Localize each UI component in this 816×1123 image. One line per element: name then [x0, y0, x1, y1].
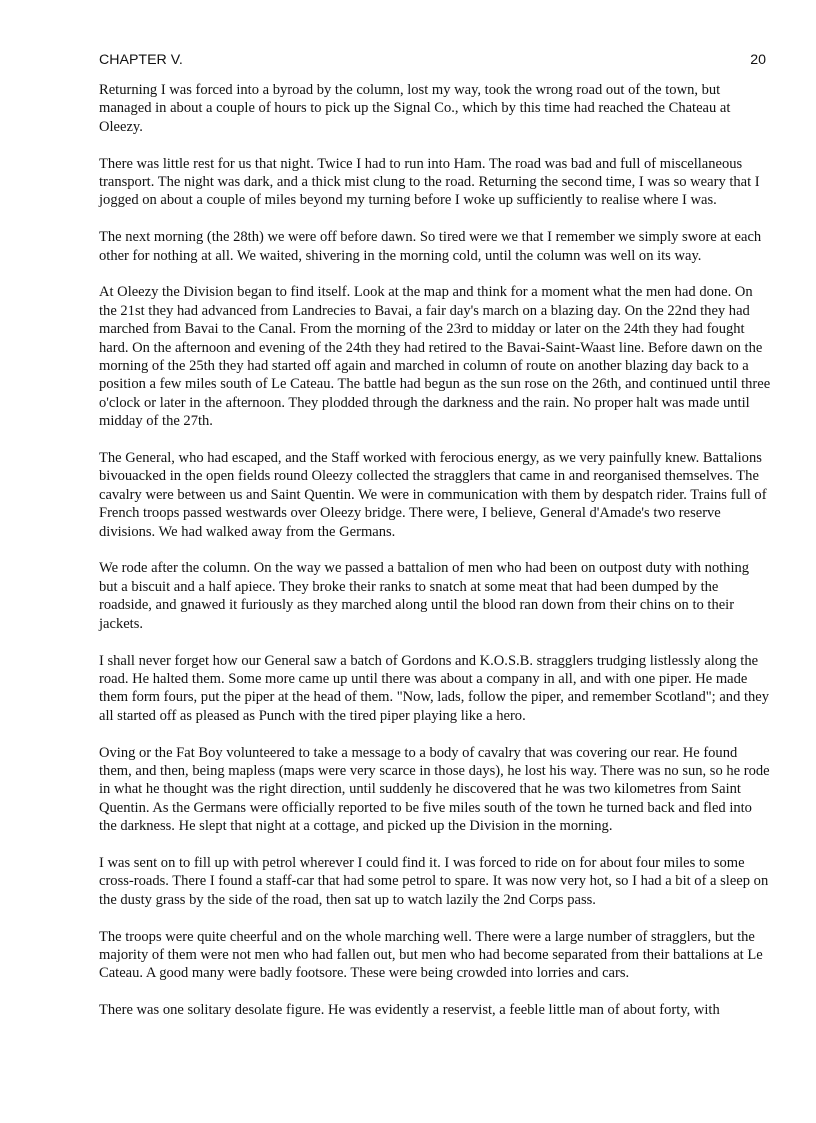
body-text: [99, 81, 771, 1038]
paragraph: We rode after the column. On the way we passed a battalion of men who had been on outpost duty with nothing but a biscuit and a half apiece. They broke their ranks to snatch at some meat that had been dumped by the roadside, and gnawed it furiously as they marched along until the blood ran down from their chins on to their jackets.: [99, 560, 750, 632]
chapter-title: CHAPTER V.: [99, 52, 183, 68]
paragraph: Oving or the Fat Boy volunteered to take a message to a body of cavalry that was covering our rear. He found them, and then, being mapless (maps were very scarce in those days), he lost his way. There was no sun, so he rode in what he thought was the right direction, until suddenly he discovered that he was two kilometres from Saint Quentin. As the Germans were officially reported to be five miles south of the town he turned back and fled into the darkness. He slept that night at a cottage, and picked up the Division in the morning.: [99, 744, 770, 835]
paragraph: There was little rest for us that night. Twice I had to run into Ham. The road was bad and full of miscellaneous transport. The night was dark, and a thick mist clung to the road. Returning the second time, I was so weary that I jogged on about a couple of miles beyond my turning before I woke up sufficiently to realise where I was.: [99, 155, 760, 209]
paragraph: The General, who had escaped, and the Staff worked with ferocious energy, as we very painfully knew. Battalions bivouacked in the open fields round Oleezy collected the stragglers that came in and reorganised themselves. The cavalry were between us and Saint Quentin. We were in communication with them by despatch rider. Trains full of French troops passed westwards over Oleezy bridge. There were, I believe, General d'Amade's two reserve divisions. We had walked away from the Germans.: [99, 450, 767, 540]
paragraph: The next morning (the 28th) we were off before dawn. So tired were we that I remember we simply swore at each other for nothing at all. We waited, shivering in the morning cold, until the column was well on its way.: [99, 229, 762, 264]
paragraph: Returning I was forced into a byroad by the column, lost my way, took the wrong road out of the town, but managed in about a couple of hours to pick up the Signal Co., which by this time had reached the Chateau at Oleezy.: [99, 82, 731, 135]
paragraph: At Oleezy the Division began to find itself. Look at the map and think for a moment what the men had done. On the 21st they had advanced from Landrecies to Bavai, a fair day's march on a blazing day. On the 22nd they had marched from Bavai to the Canal. From the morning of the 23rd to midday or later on the 24th they had fought hard. On the afternoon and evening of the 24th they had retired to the Bavai-Saint-Waast line. Before dawn on the morning of the 25th they had started off again and marched in column of route on another blazing day back to a position a few miles south of Le Cateau. The battle had begun as the sun rose on the 26th, and continued until three o'clock or later in the afternoon. They plodded through the darkness and the rain. No proper halt was made until midday of the 27th.: [99, 284, 771, 430]
page-number: 20: [750, 52, 766, 68]
paragraph: The troops were quite cheerful and on the whole marching well. There were a large number of stragglers, but the majority of them were not men who had fallen out, but men who had become separated from their battalions at Le Cateau. A good many were badly footsore. These were being crowded into lorries and cars.: [99, 928, 763, 982]
paragraph: I was sent on to fill up with petrol wherever I could find it. I was forced to ride on for about four miles to some cross-roads. There I found a staff-car that had some petrol to spare. It was now very hot, so I had a bit of a sleep on the dusty grass by the side of the road, then sat up to watch lazily the 2nd Corps pass.: [99, 854, 769, 908]
paragraph: There was one solitary desolate figure. He was evidently a reservist, a feeble little man of about forty, with: [99, 1002, 720, 1019]
paragraph: I shall never forget how our General saw a batch of Gordons and K.O.S.B. stragglers trudging listlessly along the road. He halted them. Some more came up until there was about a company in all, and with one piper. He made them form fours, put the piper at the head of them. "Now, lads, follow the piper, and remember Scotland"; and they all started off as pleased as Punch with the tired piper playing like a hero.: [99, 652, 770, 724]
